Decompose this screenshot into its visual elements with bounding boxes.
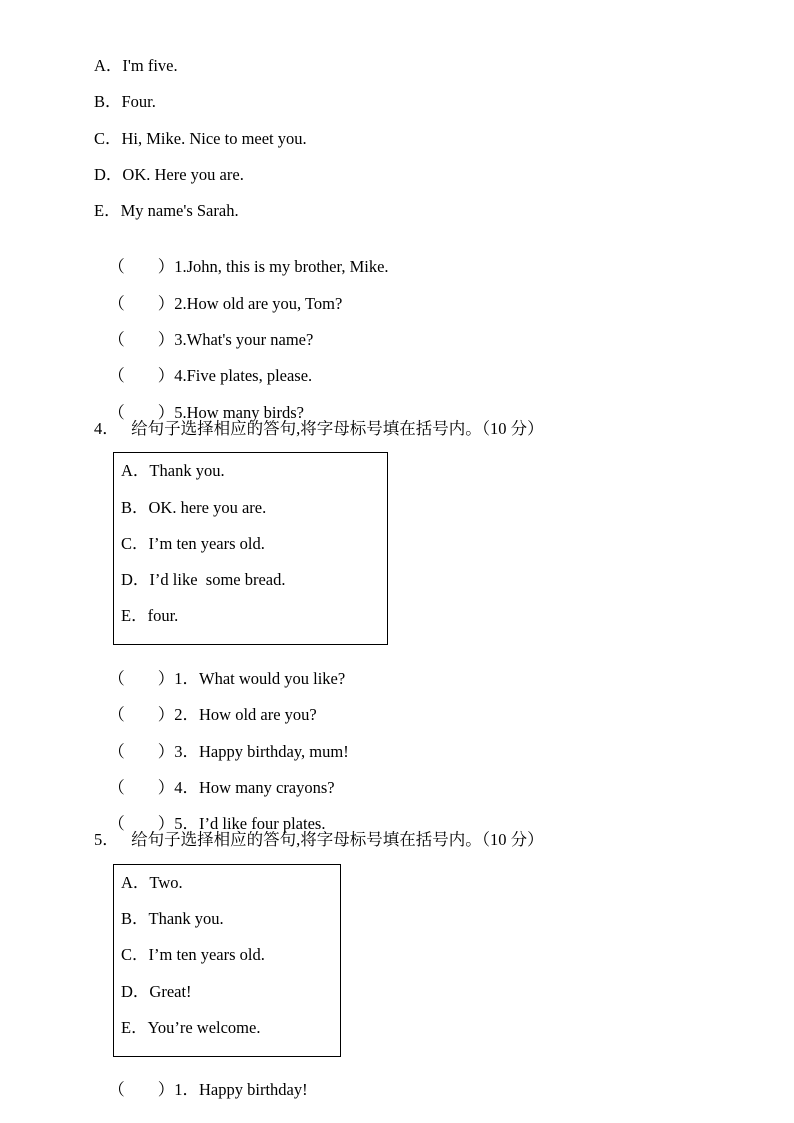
question-text: 1.John, this is my brother, Mike. [174, 257, 389, 276]
option-a: A．I'm five. [94, 56, 178, 75]
answer-blank[interactable]: （ ） [108, 778, 175, 797]
question-row [100, 685, 317, 725]
answer-blank[interactable]: （ ） [108, 669, 175, 688]
option-e: E．four. [121, 606, 179, 625]
option-d: D．Great! [121, 982, 192, 1001]
question-text: 5.How many birds? [174, 403, 304, 422]
section-heading: 5． 给句子选择相应的答句,将字母标号填在括号内。（10 分） [94, 830, 544, 849]
question-row [100, 346, 312, 386]
option-a: A．Thank you. [121, 461, 225, 480]
question-text: 2．How old are you? [174, 705, 317, 724]
question-row [100, 794, 325, 834]
question-text: 1．Happy birthday! [174, 1080, 308, 1099]
option-b: B．OK. here you are. [121, 498, 267, 517]
option-a: A．Two. [121, 873, 183, 892]
question-row [100, 722, 349, 762]
answer-blank[interactable]: （ ） [108, 742, 175, 761]
option-b: B．Thank you. [121, 909, 224, 928]
question-text: 1．What would you like? [174, 669, 346, 688]
question-row [100, 758, 335, 798]
question-row [100, 1060, 308, 1100]
question-text: 4．How many crayons? [174, 778, 335, 797]
option-d: D．I’d like some bread. [121, 570, 286, 589]
answer-blank[interactable]: （ ） [108, 814, 175, 833]
question-text: 2.How old are you, Tom? [174, 294, 343, 313]
question-row [100, 274, 342, 314]
option-b: B．Four. [94, 92, 156, 111]
question-text: 3.What's your name? [174, 330, 314, 349]
question-text: 5．I’d like four plates. [174, 814, 326, 833]
answer-blank[interactable]: （ ） [108, 1080, 175, 1099]
question-text: 3．Happy birthday, mum! [174, 742, 349, 761]
question-row [100, 237, 389, 277]
option-c: C．Hi, Mike. Nice to meet you. [94, 129, 307, 148]
option-c: C．I’m ten years old. [121, 534, 265, 553]
section-heading: 4． 给句子选择相应的答句,将字母标号填在括号内。（10 分） [94, 419, 544, 438]
question-text: 4.Five plates, please. [174, 366, 313, 385]
question-row [100, 383, 304, 423]
answer-blank[interactable]: （ ） [108, 330, 175, 349]
answer-blank[interactable]: （ ） [108, 705, 175, 724]
answer-blank[interactable]: （ ） [108, 257, 175, 276]
option-d: D．OK. Here you are. [94, 165, 244, 184]
option-e: E．My name's Sarah. [94, 201, 239, 220]
answer-blank[interactable]: （ ） [108, 403, 175, 422]
question-row [100, 649, 345, 689]
answer-blank[interactable]: （ ） [108, 366, 175, 385]
option-e: E．You’re welcome. [121, 1018, 261, 1037]
question-row [100, 310, 313, 350]
answer-blank[interactable]: （ ） [108, 294, 175, 313]
option-c: C．I’m ten years old. [121, 945, 265, 964]
